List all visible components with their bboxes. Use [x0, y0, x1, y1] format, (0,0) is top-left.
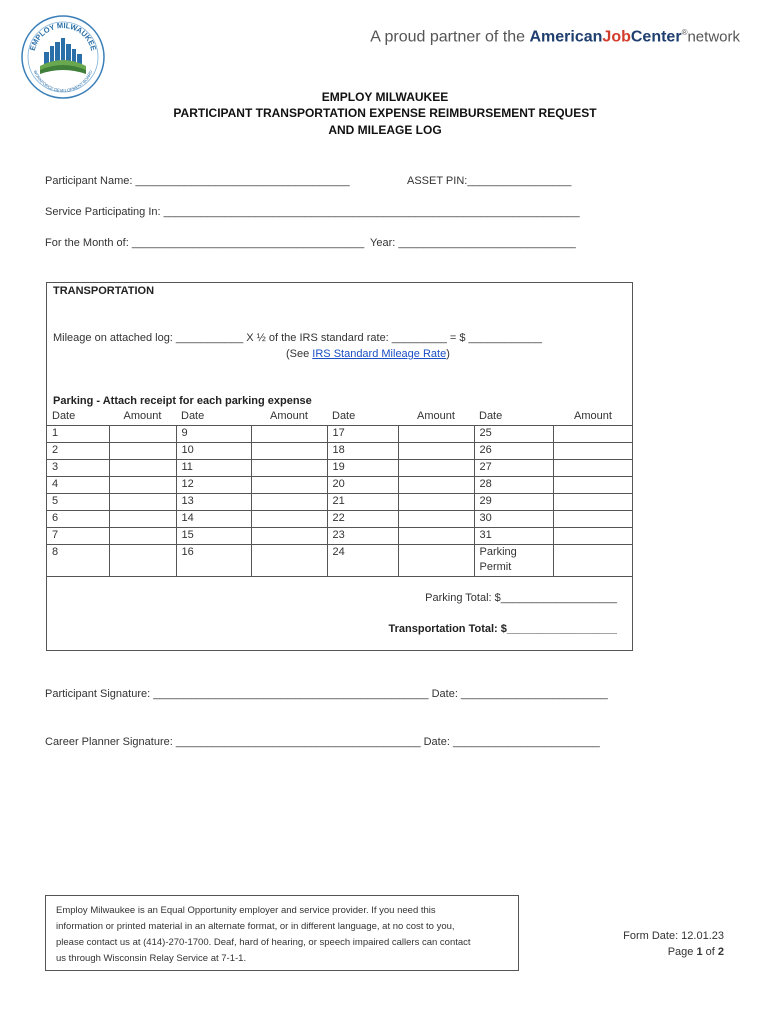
table-row — [47, 477, 633, 494]
table-row — [47, 460, 633, 477]
date-cell: 20 — [327, 477, 398, 494]
date-cell: 27 — [474, 460, 553, 477]
date-cell: 6 — [47, 511, 109, 528]
parking-permit-word-1: Parking — [479, 546, 517, 558]
date-cell: 12 — [176, 477, 251, 494]
brand-job: Job — [602, 28, 631, 46]
transportation-total-field[interactable]: Transportation Total: $__________________ — [388, 623, 617, 635]
header-date-1: Date — [47, 409, 109, 426]
title-line-3: AND MILEAGE LOG — [328, 123, 442, 137]
date-cell: 11 — [176, 460, 251, 477]
amount-cell[interactable] — [251, 528, 327, 545]
table-row — [47, 511, 633, 528]
notice-line-4: us through Wisconsin Relay Service at 7-1-1. — [56, 953, 247, 964]
amount-cell[interactable] — [398, 477, 474, 494]
amount-cell[interactable] — [553, 426, 633, 443]
service-participating-field[interactable]: Service Participating In: ____________________________________________________________________ — [45, 206, 580, 218]
form-date-block — [623, 928, 724, 960]
date-cell: 16 — [176, 545, 251, 577]
date-cell: 3 — [47, 460, 109, 477]
amount-cell[interactable] — [251, 426, 327, 443]
date-cell: 24 — [327, 545, 398, 577]
month-field[interactable]: For the Month of: ______________________________________ — [45, 237, 365, 249]
amount-cell[interactable] — [553, 528, 633, 545]
date-cell: 19 — [327, 460, 398, 477]
header-date-3: Date — [327, 409, 398, 426]
participant-signature-field[interactable]: Participant Signature: _____________________________________________ Date: ________________________ — [45, 688, 608, 700]
parking-table-header — [47, 409, 633, 426]
date-cell: 2 — [47, 443, 109, 460]
date-cell: 26 — [474, 443, 553, 460]
table-row — [47, 426, 633, 443]
title-line-1: EMPLOY MILWAUKEE — [321, 90, 449, 104]
employ-milwaukee-logo — [20, 14, 106, 100]
partner-banner — [370, 28, 740, 46]
see-prefix: (See — [286, 348, 313, 360]
amount-cell[interactable] — [398, 545, 474, 577]
date-cell: 29 — [474, 494, 553, 511]
form-date: Form Date: 12.01.23 — [623, 930, 724, 942]
amount-cell[interactable] — [553, 460, 633, 477]
amount-cell[interactable] — [109, 528, 176, 545]
date-cell: 1 — [47, 426, 109, 443]
irs-rate-reference — [286, 348, 450, 360]
date-cell: 9 — [176, 426, 251, 443]
amount-cell[interactable] — [109, 477, 176, 494]
amount-cell[interactable] — [251, 477, 327, 494]
date-cell: 21 — [327, 494, 398, 511]
amount-cell[interactable] — [109, 443, 176, 460]
career-planner-signature-field[interactable]: Career Planner Signature: ________________________________________ Date: ________________________ — [45, 736, 600, 748]
date-cell: 25 — [474, 426, 553, 443]
date-cell: 4 — [47, 477, 109, 494]
brand-american: American — [529, 28, 603, 46]
partner-prefix: A proud partner of the — [370, 28, 530, 46]
date-cell: 10 — [176, 443, 251, 460]
parking-table-body — [47, 426, 633, 577]
date-cell: 13 — [176, 494, 251, 511]
table-row — [47, 494, 633, 511]
amount-cell[interactable] — [251, 511, 327, 528]
page-current: 1 — [696, 946, 703, 958]
parking-heading: Parking - Attach receipt for each parking expense — [53, 395, 312, 407]
date-cell: 5 — [47, 494, 109, 511]
page-of: of — [702, 946, 718, 958]
table-row — [47, 443, 633, 460]
parking-permit-word-2: Permit — [479, 561, 512, 573]
amount-cell[interactable] — [109, 460, 176, 477]
parking-total-field[interactable]: Parking Total: $___________________ — [425, 592, 617, 604]
notice-line-2: information or printed material in an alternate format, or in different language, at no cost to you, — [56, 921, 455, 932]
title-line-2: PARTICIPANT TRANSPORTATION EXPENSE REIMBURSEMENT REQUEST — [173, 106, 597, 120]
date-cell: 7 — [47, 528, 109, 545]
date-cell: 14 — [176, 511, 251, 528]
date-cell: 23 — [327, 528, 398, 545]
asset-pin-field[interactable]: ASSET PIN:_________________ — [407, 175, 572, 187]
participant-name-field[interactable]: Participant Name: ___________________________________ — [45, 175, 350, 187]
page-number — [623, 944, 724, 960]
amount-cell[interactable] — [398, 443, 474, 460]
date-cell: 18 — [327, 443, 398, 460]
notice-line-1: Employ Milwaukee is an Equal Opportunity employer and service provider. If you need this — [56, 905, 436, 916]
parking-permit-amount-cell[interactable] — [553, 545, 633, 577]
amount-cell[interactable] — [398, 460, 474, 477]
date-cell: 22 — [327, 511, 398, 528]
page-prefix: Page — [667, 946, 697, 958]
equal-opportunity-notice — [45, 895, 519, 971]
date-cell: 8 — [47, 545, 109, 577]
table-row — [47, 545, 633, 577]
amount-cell[interactable] — [251, 545, 327, 577]
parking-table — [47, 409, 633, 577]
amount-cell[interactable] — [109, 511, 176, 528]
amount-cell[interactable] — [109, 545, 176, 577]
logo-text-bottom: WORKFORCE DEVELOPMENT BOARD — [32, 69, 94, 94]
amount-cell[interactable] — [553, 477, 633, 494]
date-cell: 17 — [327, 426, 398, 443]
header-date-4: Date — [474, 409, 553, 426]
see-suffix: ) — [446, 348, 450, 360]
header-amount-4: Amount — [553, 409, 633, 426]
mileage-line[interactable]: Mileage on attached log: ___________ X ½ of the IRS standard rate: _________ = $ ____________ — [53, 332, 542, 344]
date-cell: 28 — [474, 477, 553, 494]
amount-cell[interactable] — [398, 494, 474, 511]
table-row — [47, 528, 633, 545]
brand-registered: ® — [681, 28, 688, 37]
brand-center: Center — [630, 28, 682, 46]
header-amount-1: Amount — [109, 409, 176, 426]
amount-cell[interactable] — [398, 528, 474, 545]
logo-text-top: EMPLOY MILWAUKEE — [27, 20, 99, 52]
year-field[interactable]: Year: _____________________________ — [370, 237, 576, 249]
date-cell: 31 — [474, 528, 553, 545]
amount-cell[interactable] — [251, 443, 327, 460]
amount-cell[interactable] — [251, 460, 327, 477]
date-cell: 15 — [176, 528, 251, 545]
amount-cell[interactable] — [398, 426, 474, 443]
amount-cell[interactable] — [109, 494, 176, 511]
irs-standard-mileage-rate-link[interactable]: IRS Standard Mileage Rate — [312, 348, 447, 360]
amount-cell[interactable] — [553, 494, 633, 511]
header-date-2: Date — [176, 409, 251, 426]
parking-permit-cell — [474, 545, 553, 577]
amount-cell[interactable] — [251, 494, 327, 511]
header-amount-3: Amount — [398, 409, 474, 426]
amount-cell[interactable] — [109, 426, 176, 443]
amount-cell[interactable] — [398, 511, 474, 528]
transportation-heading: TRANSPORTATION — [53, 285, 155, 297]
amount-cell[interactable] — [553, 511, 633, 528]
brand-network: network — [687, 28, 740, 46]
page-total: 2 — [717, 946, 724, 958]
notice-line-3: please contact us at (414)-270-1700. Deaf, hard of hearing, or speech impaired callers can contact — [56, 937, 471, 948]
header-amount-2: Amount — [251, 409, 327, 426]
date-cell: 30 — [474, 511, 553, 528]
amount-cell[interactable] — [553, 443, 633, 460]
